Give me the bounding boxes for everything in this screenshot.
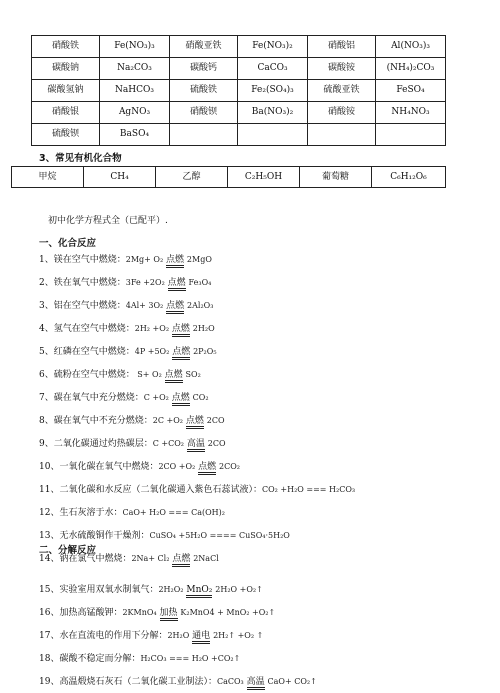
equation-reactants: 2CO +O₂ [158,462,196,471]
equation-line [39,482,355,495]
compound-formula-cell: CH₄ [84,167,156,188]
equation-label: 7、碳在氧气中充分燃烧： [39,393,144,403]
equation-reactants: 2H₂O₂ [158,585,184,594]
equation-products: 2H₂O +O₂↑ [215,585,263,594]
equation-label: 6、硫粉在空气中燃烧： [39,370,135,380]
compound-formula-cell: NaHCO₃ [100,80,170,102]
compound-name-cell: 硝酸铵 [308,102,376,124]
compound-formula-cell: (NH₄)₂CO₃ [376,58,446,80]
equation-reactants: 2KMnO₄ [122,608,157,617]
compound-formula-cell: C₆H₁₂O₆ [372,167,446,188]
section1-title: 一、化合反应 [39,238,97,249]
equation-label: 14、钠在氯气中燃烧： [39,554,132,564]
equation-line [39,628,263,641]
equation-label: 11、二氧化碳和水反应（二氧化碳通入紫色石蕊试液）： [39,485,262,495]
compound-name-cell: 碳酸钙 [170,58,238,80]
reaction-condition: 点燃 [198,462,216,475]
equation-reactants: 2Na+ Cl₂ [131,554,170,563]
compound-name-cell: 甲烷 [12,167,84,188]
equation-line [39,505,225,518]
reaction-condition: 点燃 [166,301,184,314]
equation-label: 4、氢气在空气中燃烧： [39,324,135,334]
equation-line [39,298,213,311]
compound-name-cell: 硫酸铁 [170,80,238,102]
equation-reactants: S+ O₂ [134,370,162,379]
equation-line [39,651,240,664]
compound-name-cell: 硫酸钡 [32,124,100,146]
reaction-condition: MnO₂ [186,585,212,598]
equation-products: SO₂ [185,370,201,379]
equation-label: 17、水在直流电的作用下分解： [39,631,168,641]
reaction-condition: 高温 [187,439,205,452]
equation-products: CO₂ [192,393,209,402]
intro-text: 初中化学方程式全（已配平）. [48,216,168,226]
compound-formula-cell [376,124,446,146]
compound-name-cell: 硝酸银 [32,102,100,124]
equation-label: 8、碳在氧气中不充分燃烧： [39,416,153,426]
compound-formula-cell: Fe₂(SO₄)₃ [238,80,308,102]
equation-reactants: C +O₂ [143,393,169,402]
compound-formula-cell [238,124,308,146]
section3-title: 3、常见有机化合物 [39,153,122,164]
compound-name-cell: 乙醇 [156,167,228,188]
reaction-condition: 点燃 [168,278,186,291]
compound-formula-cell: Fe(NO₃)₂ [238,36,308,58]
equation-products: 2NaCl [193,554,219,563]
compound-name-cell: 硝酸铝 [308,36,376,58]
equation-line [39,674,317,687]
equation-reactants: 4P +5O₂ [134,347,170,356]
compound-name-cell [170,124,238,146]
equation-line [39,551,219,564]
equation-label: 9、二氧化碳通过灼热碳层： [39,439,153,449]
equation-line [39,275,211,288]
equation-label: 16、加热高锰酸钾： [39,608,123,618]
reaction-condition: 点燃 [172,324,190,337]
compound-name-cell: 硫酸亚铁 [308,80,376,102]
compound-formula-cell: Ba(NO₃)₂ [238,102,308,124]
table-row [32,124,446,146]
table-row [32,80,446,102]
reaction-condition: 加热 [160,608,178,621]
reaction-condition: 点燃 [186,416,204,429]
equation-products: 2CO [207,439,226,448]
equation-line [39,413,225,426]
reaction-condition: 点燃 [172,347,190,360]
equation-label: 10、一氧化碳在氧气中燃烧： [39,462,159,472]
equation-label: 12、生石灰溶于水： [39,508,123,518]
compound-formula-cell: Fe(NO₃)₃ [100,36,170,58]
equation-products: 2H₂↑ +O₂ ↑ [213,631,264,640]
compound-name-cell: 硝酸钡 [170,102,238,124]
compound-formula-cell: NH₄NO₃ [376,102,446,124]
section2-title: 二、分解反应 [39,545,97,556]
equation-label: 1、镁在空气中燃烧： [39,255,126,265]
equation-products: Fe₃O₄ [188,278,212,287]
equation-reactants: 2H₂O [167,631,190,640]
equation-line [39,605,275,618]
equation-reactants: 2H₂ +O₂ [134,324,170,333]
equation-label: 18、碳酸不稳定而分解： [39,654,141,664]
compound-formula-cell: Al(NO₃)₃ [376,36,446,58]
equation-products: K₂MnO4 + MnO₂ +O₂↑ [180,608,276,617]
equation-products: 2CO₂ [219,462,240,471]
equation-reactants: CaCO₃ [216,677,244,686]
equation-line [39,252,212,265]
equation-line [39,390,209,403]
table-row [32,36,446,58]
compound-formula-cell: BaSO₄ [100,124,170,146]
reaction-condition: 点燃 [172,393,190,406]
table-row [32,58,446,80]
reaction-condition: 点燃 [165,370,183,383]
reaction-condition: 点燃 [172,554,190,567]
compound-formula-cell: AgNO₃ [100,102,170,124]
equation-label: 19、高温煅烧石灰石（二氧化碳工业制法）： [39,677,217,687]
compound-formula-cell: FeSO₄ [376,80,446,102]
equation-reactants: CO₂ +H₂O === H₂CO₃ [261,485,356,494]
compound-name-cell: 硝酸亚铁 [170,36,238,58]
equation-reactants: 2Mg+ O₂ [125,255,164,264]
table-row [32,102,446,124]
reaction-condition: 高温 [247,677,265,690]
equation-products: 2MgO [186,255,212,264]
compound-name-cell: 碳酸氢钠 [32,80,100,102]
compound-name-cell [308,124,376,146]
compound-name-cell: 碳酸铵 [308,58,376,80]
equation-reactants: H₂CO₃ === H₂O +CO₂↑ [140,654,241,663]
equation-reactants: C +CO₂ [152,439,184,448]
organic-compounds-table [11,166,446,188]
inorganic-compounds-table [31,35,446,146]
compound-name-cell: 葡萄糖 [300,167,372,188]
compound-formula-cell: CaCO₃ [238,58,308,80]
equation-label: 15、实验室用双氧水制氧气： [39,585,159,595]
reaction-condition: 通电 [192,631,210,644]
equation-reactants: 3Fe +2O₂ [125,278,165,287]
equation-reactants: 4Al+ 3O₂ [125,301,164,310]
equation-label: 2、铁在氧气中燃烧： [39,278,126,288]
compound-name-cell: 硝酸铁 [32,36,100,58]
reaction-condition: 点燃 [166,255,184,268]
compound-formula-cell: Na₂CO₃ [100,58,170,80]
equation-line [39,321,215,334]
equation-reactants: CuSO₄ +5H₂O ==== CuSO₄·5H₂O [149,531,290,540]
equation-line [39,367,201,380]
equation-label: 13、无水硫酸铜作干燥剂： [39,531,150,541]
equation-line [39,344,217,357]
equation-reactants: CaO+ H₂O === Ca(OH)₂ [122,508,225,517]
equation-label: 5、红磷在空气中燃烧： [39,347,135,357]
compound-name-cell: 碳酸钠 [32,58,100,80]
equation-products: CaO+ CO₂↑ [267,677,317,686]
equation-products: 2CO [206,416,225,425]
equation-line [39,436,226,449]
equation-line [39,582,263,595]
equation-line [39,528,290,541]
equation-products: 2Al₂O₃ [187,301,214,310]
equation-products: 2P₂O₅ [193,347,217,356]
equation-reactants: 2C +O₂ [152,416,183,425]
compound-formula-cell: C₂H₅OH [228,167,300,188]
equation-line [39,459,240,472]
equation-products: 2H₂O [192,324,215,333]
equation-label: 3、铝在空气中燃烧： [39,301,126,311]
